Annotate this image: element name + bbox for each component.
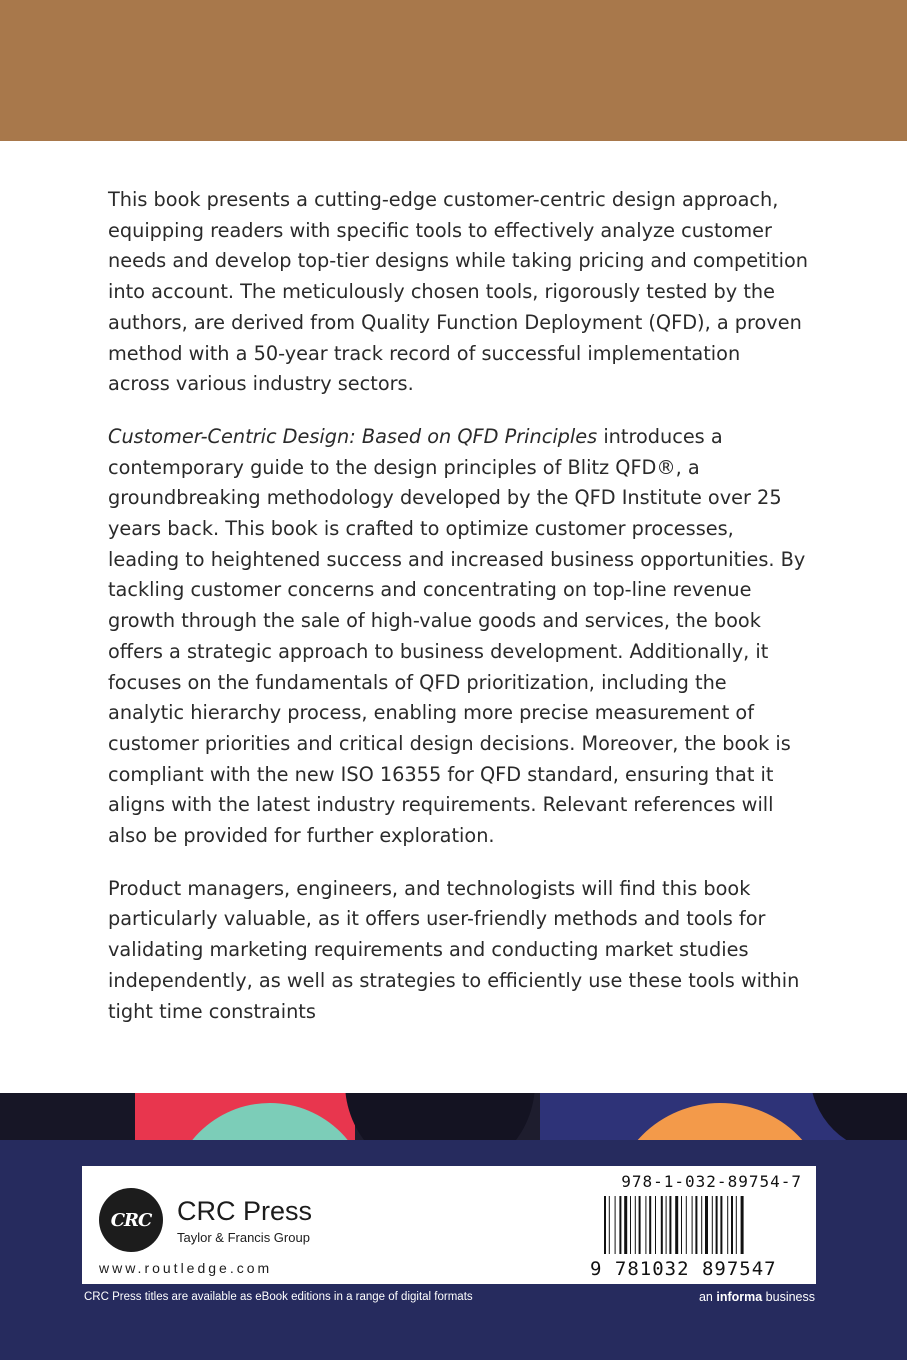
barcode-bar — [655, 1196, 656, 1254]
barcode-bar — [615, 1196, 616, 1254]
isbn-top-text: 978-1-032-89754-7 — [621, 1172, 802, 1191]
barcode-bar — [720, 1196, 722, 1254]
publisher-barcode-box — [82, 1166, 816, 1284]
barcode-bar — [686, 1196, 687, 1254]
barcode-bar — [639, 1196, 641, 1254]
barcode-bar — [661, 1196, 663, 1254]
publisher-name: CRC Press — [177, 1196, 313, 1226]
back-cover-blurb — [108, 185, 808, 1049]
barcode-bar — [681, 1196, 682, 1254]
barcode-bar — [609, 1196, 610, 1254]
barcode-bar — [649, 1196, 651, 1254]
barcode-bar — [666, 1196, 667, 1254]
barcode-bar — [630, 1196, 631, 1254]
publisher-url: www.routledge.com — [99, 1260, 273, 1276]
barcode-bar — [695, 1196, 697, 1254]
barcode-bar — [669, 1196, 671, 1254]
bottom-panel — [0, 1140, 907, 1360]
barcode-bar — [727, 1196, 728, 1254]
isbn-bottom-text: 9 781032 897547 — [590, 1258, 777, 1280]
blurb-paragraph-2-body: introduces a contemporary guide to the design principles of Blitz QFD®, a groundbreaking methodology developed by the QFD Institute over 25 years back. This book is crafted to optimize customer processes, leading to heightened success and increased business opportunities. By tackling customer concerns and concentrating on top-line revenue growth through the sale of high-value goods and services, the book offers a strategic approach to business development. Additionally, it focuses on the fundamentals of QFD prioritization, including the analytic hierarchy process, enabling more precise measurement of customer priorities and critical design decisions. Moreover, the book is compliant with the new ISO 16355 for QFD standard, ensuring that it aligns with the latest industry requirements. Relevant references will also be provided for further exploration. — [108, 424, 806, 848]
barcode-bar — [731, 1196, 733, 1254]
barcode-bar — [716, 1196, 718, 1254]
decorative-pattern — [0, 1093, 907, 1140]
publisher-group: Taylor & Francis Group — [177, 1230, 310, 1245]
barcode-bar — [741, 1196, 744, 1254]
barcode-bar — [604, 1196, 606, 1254]
book-title-italic: Customer-Centric Design: Based on QFD Principles — [108, 424, 598, 448]
crc-logo-icon — [99, 1188, 163, 1252]
barcode-bar — [635, 1196, 636, 1254]
barcode-bar — [705, 1196, 708, 1254]
decorative-pattern-strip — [0, 1093, 907, 1140]
blurb-paragraph-1: This book presents a cutting-edge customer-centric design approach, equipping readers with specific tools to effectively analyze customer needs and develop top-tier designs while taking pricing and competition into account. The meticulously chosen tools, rigorously tested by the authors, are derived from Quality Function Deployment (QFD), a proven method with a 50-year track record of successful implementation across various industry sectors. — [108, 188, 808, 396]
barcode-bar — [736, 1196, 737, 1254]
informa-business-tagline: an informa business — [698, 1290, 815, 1304]
blurb-paragraph-2 — [108, 422, 808, 852]
barcode-bar — [624, 1196, 627, 1254]
barcode-bar — [645, 1196, 646, 1254]
barcode-bars — [590, 1196, 802, 1258]
barcode-bar — [701, 1196, 702, 1254]
barcode-bar — [675, 1196, 678, 1254]
ebook-note: CRC Press titles are available as eBook editions in a range of digital formats — [84, 1291, 473, 1303]
barcode-bar — [712, 1196, 713, 1254]
barcode-bar — [692, 1196, 693, 1254]
isbn-barcode — [590, 1172, 802, 1280]
blurb-paragraph-3: Product managers, engineers, and technologists will find this book particularly valuable, as it offers user-friendly methods and tools for validating marketing requirements and conducting market studies independently, as well as strategies to efficiently use these tools within tight time constraints — [108, 876, 800, 1023]
barcode-bar — [619, 1196, 621, 1254]
crc-logo-text: CRC — [110, 1209, 152, 1231]
top-color-band — [0, 0, 907, 141]
